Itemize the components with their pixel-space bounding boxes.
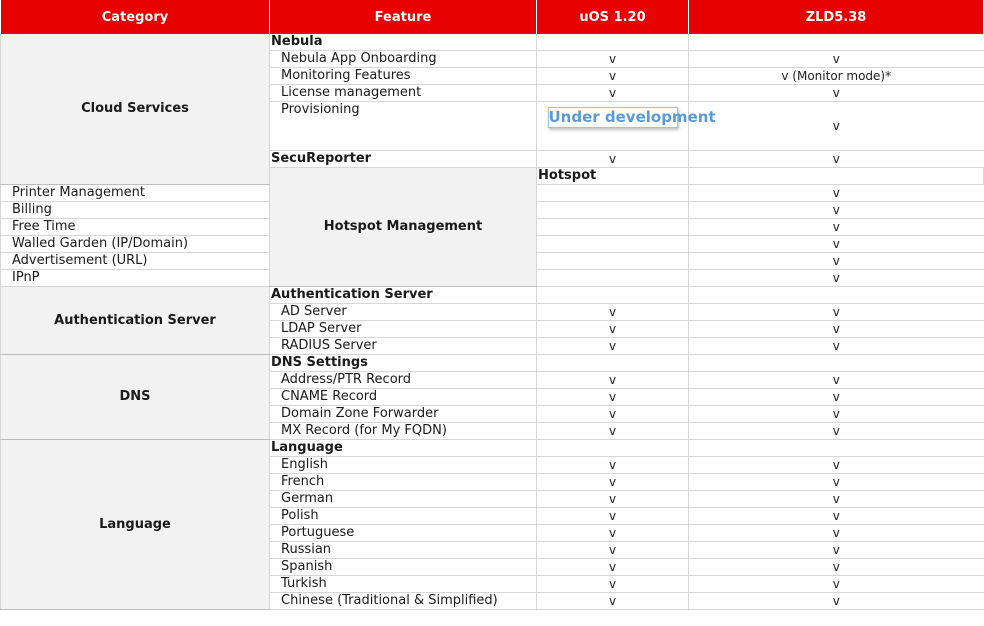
uos-value: v <box>537 576 689 593</box>
feature-name: Portuguese <box>270 525 537 542</box>
zld-value: v <box>689 542 984 559</box>
uos-value <box>537 102 716 151</box>
zld-value: v <box>689 151 984 168</box>
feature-name: Russian <box>270 542 537 559</box>
zld-value: v <box>689 406 984 423</box>
uos-value: v <box>537 457 689 474</box>
zld-value: v <box>689 508 984 525</box>
feature-name: License management <box>270 85 537 102</box>
zld-value: v <box>689 304 984 321</box>
uos-value: v <box>537 559 689 576</box>
zld-value: v <box>689 576 984 593</box>
category-cloud-services: Cloud Services <box>1 34 270 185</box>
uos-value: v <box>537 151 689 168</box>
zld-value: v <box>689 457 984 474</box>
zld-value: v <box>689 236 984 253</box>
feature-name: Provisioning <box>270 102 537 151</box>
uos-value <box>537 202 689 219</box>
uos-value: v <box>537 372 689 389</box>
feature-name: French <box>270 474 537 491</box>
uos-value: v <box>537 491 689 508</box>
section-label: SecuReporter <box>270 151 537 168</box>
uos-value: v <box>537 593 689 610</box>
feature-name: Advertisement (URL) <box>1 253 270 270</box>
zld-value: v <box>689 85 984 102</box>
zld-value: v <box>689 51 984 68</box>
header-feature: Feature <box>270 0 537 34</box>
section-label: Hotspot <box>537 168 689 185</box>
zld-value: v <box>689 253 984 270</box>
zld-value: v <box>689 491 984 508</box>
uos-value: v <box>537 68 689 85</box>
uos-value: v <box>537 85 689 102</box>
section-label: Language <box>270 440 537 457</box>
header-category: Category <box>1 0 270 34</box>
section-label: Nebula <box>270 34 537 51</box>
category-hotspot-management: Hotspot Management <box>270 168 537 287</box>
uos-value <box>537 236 689 253</box>
section-label: Authentication Server <box>270 287 537 304</box>
section-row <box>1 287 984 304</box>
zld-value: v <box>689 559 984 576</box>
zld-value: v <box>689 525 984 542</box>
uos-value <box>537 219 689 236</box>
feature-name: Monitoring Features <box>270 68 537 85</box>
feature-name: MX Record (for My FQDN) <box>270 423 537 440</box>
feature-name: German <box>270 491 537 508</box>
feature-name: Billing <box>1 202 270 219</box>
feature-name: Polish <box>270 508 537 525</box>
zld-value: v <box>689 202 984 219</box>
uos-value: v <box>537 406 689 423</box>
feature-name: CNAME Record <box>270 389 537 406</box>
zld-value: v (Monitor mode)* <box>689 68 984 85</box>
feature-name: Nebula App Onboarding <box>270 51 537 68</box>
uos-value <box>537 253 689 270</box>
header-row <box>1 0 984 34</box>
feature-name: English <box>270 457 537 474</box>
zld-value: v <box>689 593 984 610</box>
uos-value: v <box>537 389 689 406</box>
header-zld: ZLD5.38 <box>689 0 984 34</box>
uos-value: v <box>537 304 689 321</box>
zld-value: v <box>689 219 984 236</box>
zld-value: v <box>689 321 984 338</box>
category-language: Language <box>1 440 270 610</box>
section-row <box>1 355 984 372</box>
feature-name: Turkish <box>270 576 537 593</box>
feature-name: LDAP Server <box>270 321 537 338</box>
zld-value: v <box>689 389 984 406</box>
feature-name: Walled Garden (IP/Domain) <box>1 236 270 253</box>
zld-value: v <box>689 338 984 355</box>
zld-value: v <box>689 474 984 491</box>
uos-value: v <box>537 321 689 338</box>
under-development-badge: Under development <box>548 108 716 126</box>
feature-name: RADIUS Server <box>270 338 537 355</box>
uos-value <box>537 270 689 287</box>
feature-name: Address/PTR Record <box>270 372 537 389</box>
uos-value: v <box>537 474 689 491</box>
uos-value: v <box>537 338 689 355</box>
feature-name: AD Server <box>270 304 537 321</box>
uos-value: v <box>537 508 689 525</box>
uos-value: v <box>537 51 689 68</box>
zld-value: v <box>689 185 984 202</box>
zld-value: v <box>689 102 984 151</box>
uos-value: v <box>537 525 689 542</box>
uos-value: v <box>537 542 689 559</box>
feature-name: Chinese (Traditional & Simplified) <box>270 593 537 610</box>
category-dns: DNS <box>1 355 270 440</box>
section-label: DNS Settings <box>270 355 537 372</box>
uos-value <box>537 185 689 202</box>
zld-value: v <box>689 270 984 287</box>
zld-value: v <box>689 423 984 440</box>
feature-name: IPnP <box>1 270 270 287</box>
section-row <box>1 34 984 51</box>
feature-name: Spanish <box>270 559 537 576</box>
feature-name: Printer Management <box>1 185 270 202</box>
uos-value: v <box>537 423 689 440</box>
feature-name: Free Time <box>1 219 270 236</box>
section-row <box>1 440 984 457</box>
feature-name: Domain Zone Forwarder <box>270 406 537 423</box>
zld-value: v <box>689 372 984 389</box>
header-uos: uOS 1.20 <box>537 0 689 34</box>
category-authentication-server: Authentication Server <box>1 287 270 355</box>
